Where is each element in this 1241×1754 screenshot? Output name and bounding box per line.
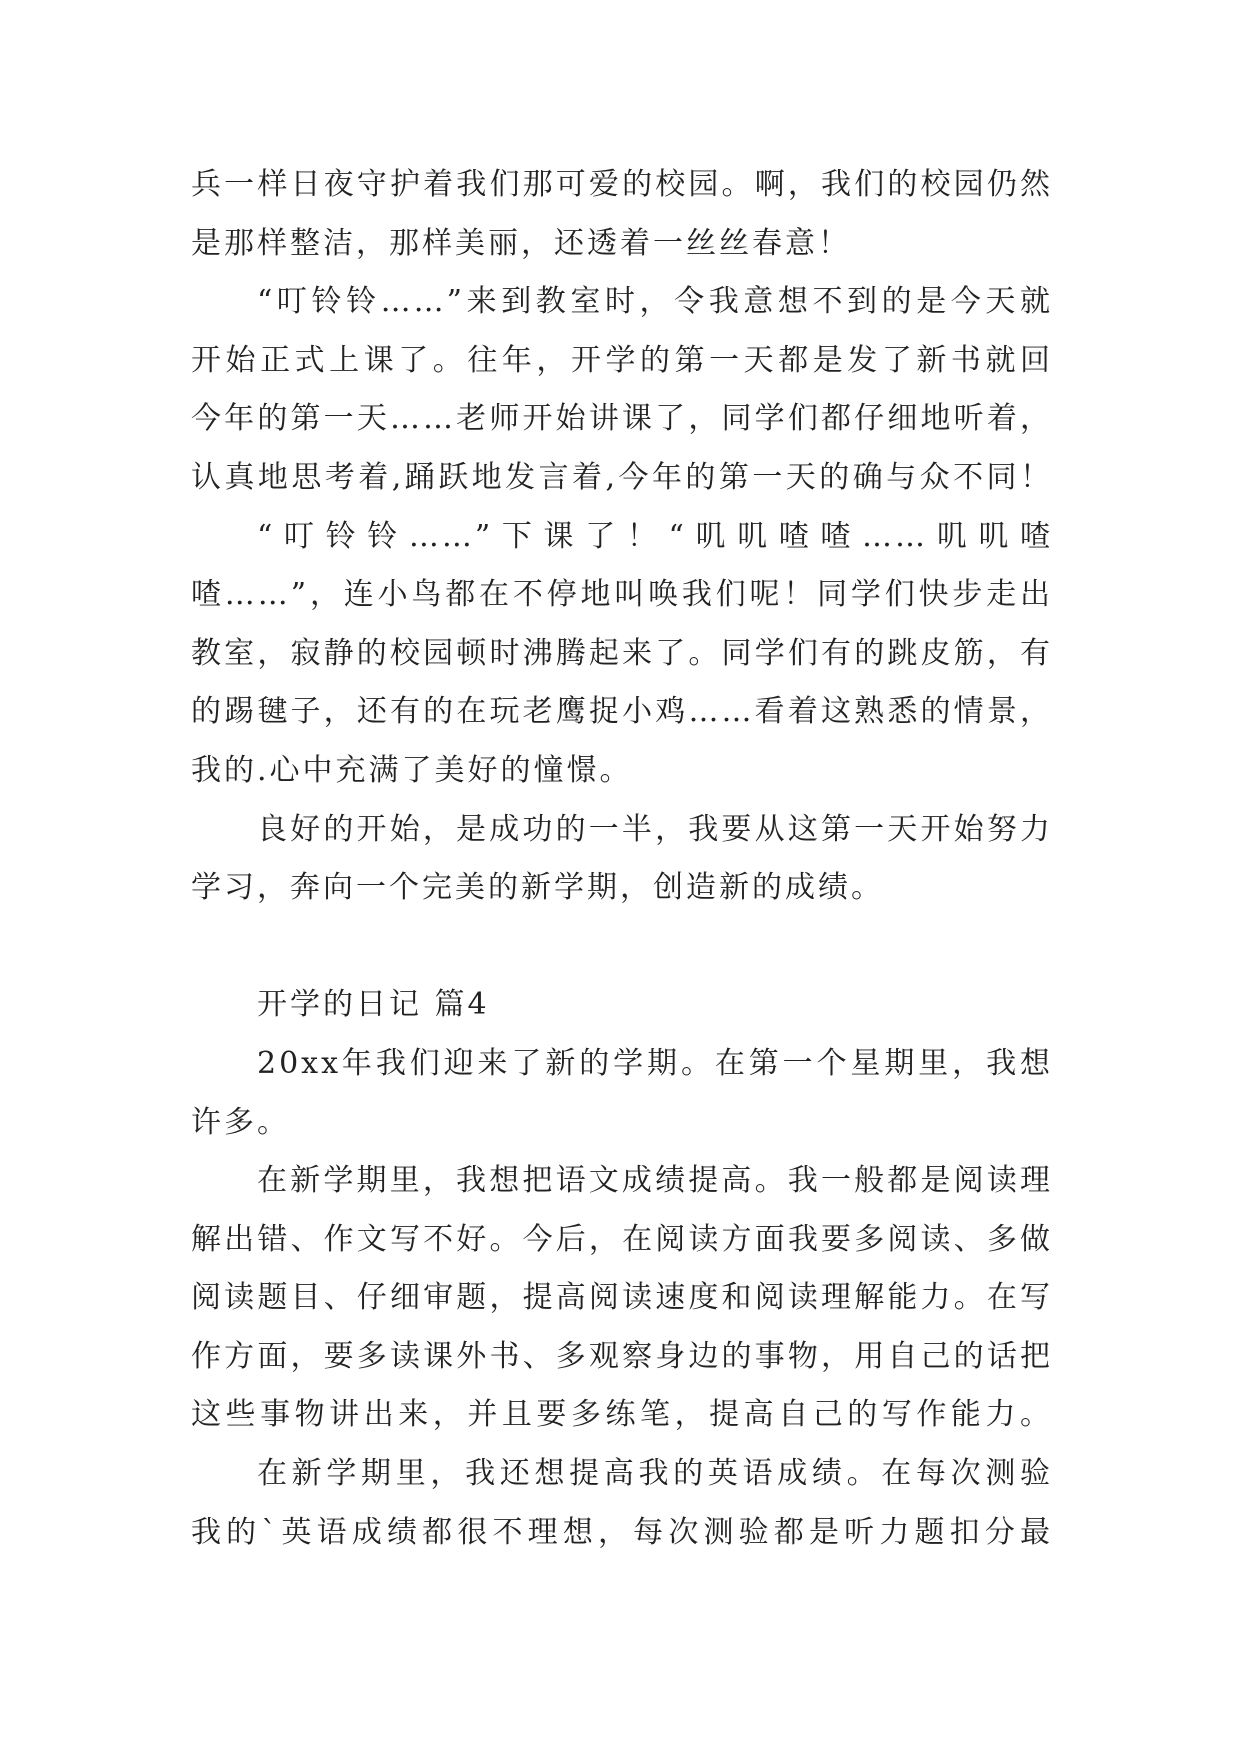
blank-line xyxy=(191,918,1053,977)
text-line: 在新学期里，我想把语文成绩提高。我一般都是阅读理 xyxy=(257,1163,1053,1199)
text-line: 认真地思考着,踊跃地发言着,今年的第一天的确与众不同！ xyxy=(191,459,1053,495)
text-line: 解出错、作文写不好。今后，在阅读方面我要多阅读、多做 xyxy=(191,1221,1053,1257)
text-line: 我的.心中充满了美好的憧憬。 xyxy=(191,752,633,788)
text-line: 作方面，要多读课外书、多观察身边的事物，用自己的话把 xyxy=(191,1338,1053,1374)
text-line: 学习，奔向一个完美的新学期，创造新的成绩。 xyxy=(191,870,884,906)
text-line: 良好的开始，是成功的一半，我要从这第一天开始努力 xyxy=(257,811,1053,847)
text-line: 这些事物讲出来，并且要多练笔，提高自己的写作能力。 xyxy=(191,1397,1053,1433)
text-line: 开始正式上课了。往年，开学的第一天都是发了新书就回 xyxy=(191,342,1053,378)
document-body xyxy=(191,156,1053,1562)
text-line: 许多。 xyxy=(191,1104,290,1140)
text-line: 的踢毽子，还有的在玩老鹰捉小鸡……看着这熟悉的情景， xyxy=(191,694,1053,730)
text-line: “叮铃铃……”来到教室时，令我意想不到的是今天就 xyxy=(257,284,1053,320)
paragraph xyxy=(191,508,1053,801)
paragraph xyxy=(191,1152,1053,1445)
paragraph xyxy=(191,1035,1053,1152)
text-line: 在新学期里，我还想提高我的英语成绩。在每次测验 xyxy=(257,1456,1053,1492)
text-line: 今年的第一天……老师开始讲课了，同学们都仔细地听着， xyxy=(191,401,1053,437)
paragraph xyxy=(191,273,1053,507)
text-line: “叮铃铃……”下课了！“叽叽喳喳……叽叽喳 xyxy=(257,518,1053,554)
text-line: 喳……”，连小鸟都在不停地叫唤我们呢！同学们快步走出 xyxy=(191,577,1053,613)
text-line: 阅读题目、仔细审题，提高阅读速度和阅读理解能力。在写 xyxy=(191,1280,1053,1316)
text-line: 我的`英语成绩都很不理想，每次测验都是听力题扣分最 xyxy=(191,1514,1053,1550)
text-line: 教室，寂静的校园顿时沸腾起来了。同学们有的跳皮筋，有 xyxy=(191,635,1053,671)
text-line: 兵一样日夜守护着我们那可爱的校园。啊，我们的校园仍然 xyxy=(191,167,1053,202)
paragraph xyxy=(191,156,1053,273)
paragraph xyxy=(191,801,1053,918)
paragraph xyxy=(191,1445,1053,1562)
text-line: 是那样整洁，那样美丽，还透着一丝丝春意！ xyxy=(191,225,851,261)
text-line: 20xx年我们迎来了新的学期。在第一个星期里，我想 xyxy=(257,1045,1053,1081)
entry-heading: 开学的日记 篇4 xyxy=(257,987,490,1023)
